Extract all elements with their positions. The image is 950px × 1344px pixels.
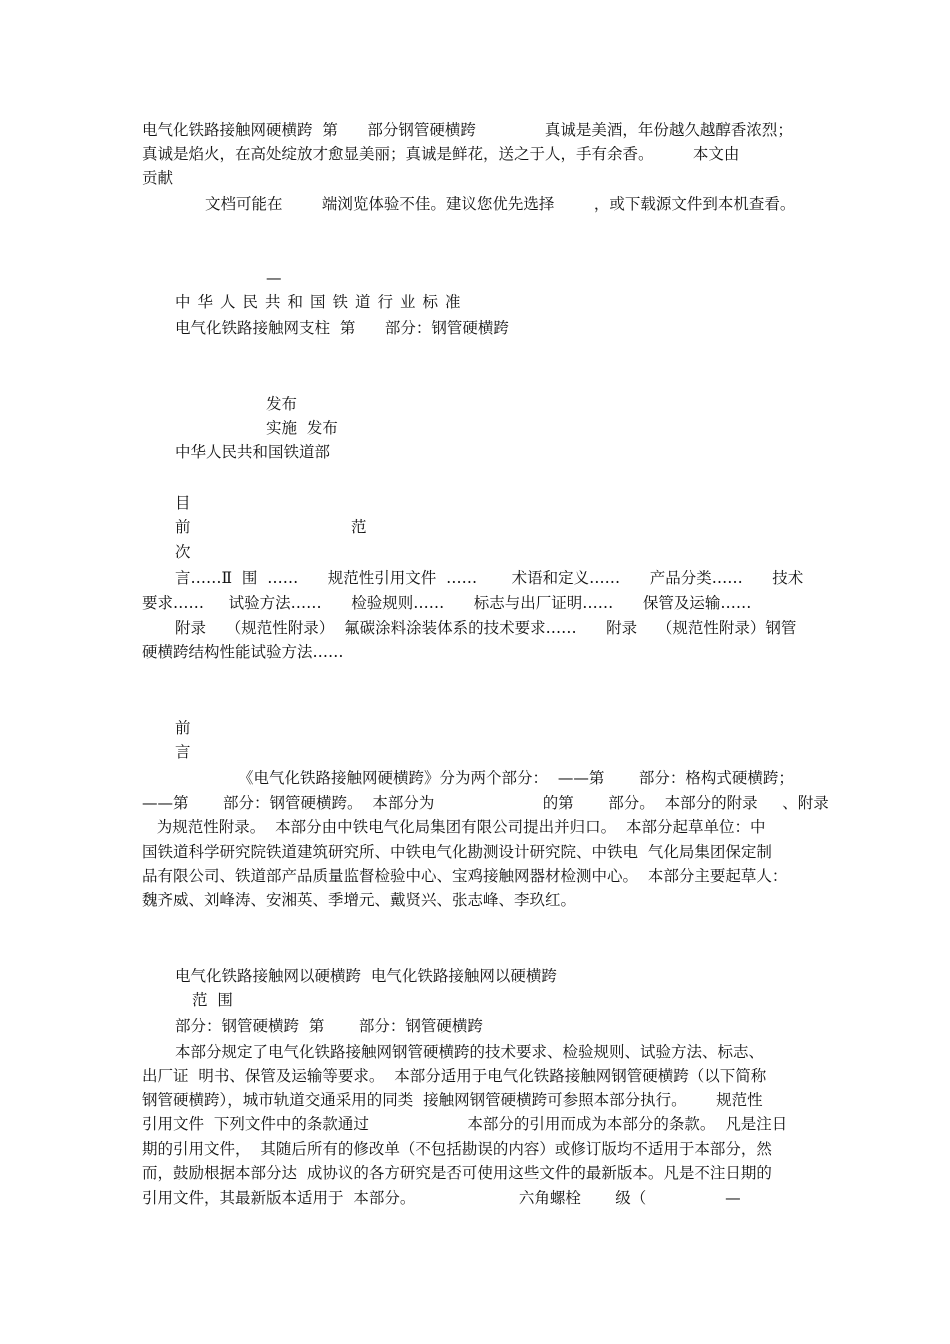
body-line-6: 而，鼓励根据本部分达 成协议的各方研究是否可使用这些文件的最新版本。凡是不注日期的 xyxy=(142,1164,772,1182)
browser-notice: 文档可能在 端浏览体验不佳。建议您优先选择 ，或下载源文件到本机查看。 xyxy=(205,195,796,213)
document-title: 电气化铁路接触网支柱 第 部分：钢管硬横跨 xyxy=(175,319,509,337)
toc-line-2: 要求…… 试验方法…… 检验规则…… 标志与出厂证明…… 保管及运输…… xyxy=(142,594,752,612)
toc-line-4: 硬横跨结构性能试验方法…… xyxy=(142,643,344,661)
scope-heading: 范 围 xyxy=(192,991,233,1009)
foreword-line-4: 国铁道科学研究院铁道建筑研究所、中铁电气化勘测设计研究院、中铁电 气化局集团保定制 xyxy=(142,843,772,861)
header-line-2: 真诚是焰火，在高处绽放才愈显美丽；真诚是鲜花，送之于人，手有余香。 本文由 xyxy=(142,145,740,163)
body-line-7: 引用文件，其最新版本适用于 本部分。 六角螺栓 级（ — xyxy=(142,1189,741,1207)
body-line-4: 引用文件 下列文件中的条款通过 本部分的引用而成为本部分的条款。 凡是注日 xyxy=(142,1115,788,1133)
cover-dash: — xyxy=(266,269,282,287)
foreword-line-5: 品有限公司、铁道部产品质量监督检验中心、宝鸡接触网器材检测中心。 本部分主要起草人： xyxy=(142,867,788,885)
publish-label: 发布 xyxy=(266,395,298,413)
toc-qian: 前 xyxy=(175,518,191,536)
foreword-line-6: 魏齐威、刘峰涛、安湘英、季增元、戴贤兴、张志峰、李玖红。 xyxy=(142,891,577,909)
issuer: 中华人民共和国铁道部 xyxy=(175,443,331,461)
toc-heading-ci: 次 xyxy=(175,543,191,561)
toc-heading-mu: 目 xyxy=(175,494,191,512)
header-line-1: 电气化铁路接触网硬横跨 第 部分钢管硬横跨 真诚是美酒，年份越久越醇香浓烈； xyxy=(142,121,793,139)
foreword-line-1: 《电气化铁路接触网硬横跨》分为两个部分： ——第 部分：格构式硬横跨； xyxy=(238,769,794,787)
body-line-3: 钢管硬横跨），城市轨道交通采用的同类 接触网钢管硬横跨可参照本部分执行。 规范性 xyxy=(142,1091,763,1109)
body-line-2: 出厂证 明书、保管及运输等要求。 本部分适用于电气化铁路接触网钢管硬横跨（以下简称 xyxy=(142,1067,767,1085)
body-heading: 电气化铁路接触网以硬横跨 电气化铁路接触网以硬横跨 xyxy=(175,967,557,985)
header-line-3: 贡献 xyxy=(142,169,174,187)
foreword-line-2: ——第 部分：钢管硬横跨。 本部分为 的第 部分。 本部分的附录 、附录 xyxy=(142,794,829,812)
toc-line-1: 言……Ⅱ 围 …… 规范性引用文件 …… 术语和定义…… 产品分类…… 技术 xyxy=(175,569,804,587)
foreword-line-3: 为规范性附录。 本部分由中铁电气化局集团有限公司提出并归口。 本部分起草单位：中 xyxy=(142,818,766,836)
standard-title: 中华人民共和国铁道行业标准 xyxy=(175,293,468,311)
part-line: 部分：钢管硬横跨 第 部分：钢管硬横跨 xyxy=(175,1017,483,1035)
body-line-5: 期的引用文件， 其随后所有的修改单（不包括勘误的内容）或修订版均不适用于本部分，然 xyxy=(142,1140,772,1158)
implement-label: 实施 发布 xyxy=(266,419,338,437)
toc-fan: 范 xyxy=(351,518,367,536)
foreword-heading-yan: 言 xyxy=(175,743,191,761)
body-line-1: 本部分规定了电气化铁路接触网钢管硬横跨的技术要求、检验规则、试验方法、标志、 xyxy=(175,1043,765,1061)
toc-line-3: 附录 （规范性附录） 氟碳涂料涂装体系的技术要求…… 附录 （规范性附录）钢管 xyxy=(175,619,797,637)
foreword-heading-qian: 前 xyxy=(175,719,191,737)
